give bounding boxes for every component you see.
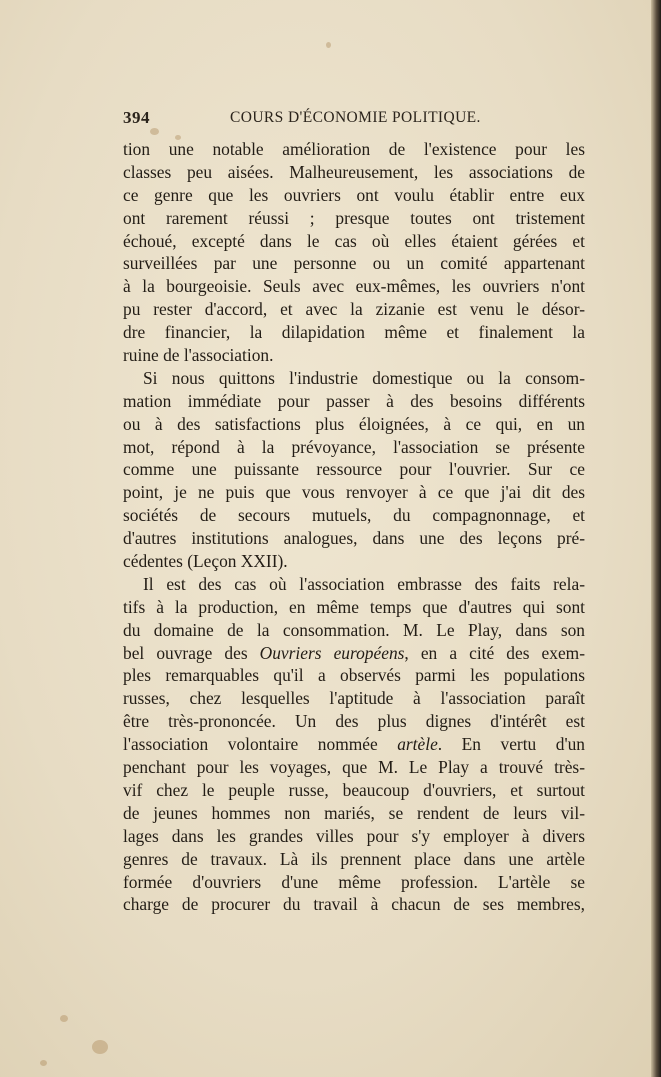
text-segment: échoué, excepté dans le cas où elles étaient gérées et xyxy=(123,230,585,251)
text-segment: ou à des satisfactions plus éloignées, à ce qui, en un xyxy=(123,413,585,434)
text-line xyxy=(123,413,585,436)
text-line xyxy=(123,527,585,550)
text-segment: dre financier, la dilapidation même et finalement la xyxy=(123,322,585,343)
text-line xyxy=(123,619,585,642)
text-segment: formée d'ouvriers d'une même profession. L'artèle se xyxy=(123,871,585,892)
text-segment: Si nous quittons l'industrie domestique ou la consom- xyxy=(143,367,585,388)
text-line xyxy=(123,230,585,253)
page-edge-shadow xyxy=(651,0,661,1077)
text-segment: charge de procurer du travail à chacun de ses membres, xyxy=(123,894,585,915)
text-segment: ples remarquables qu'il a observés parmi les populations xyxy=(123,665,585,686)
text-segment: vif chez le peuple russe, beaucoup d'ouvriers, et surtout xyxy=(123,779,585,800)
text-line xyxy=(123,275,585,298)
text-segment: russes, chez lesquelles l'aptitude à l'association paraît xyxy=(123,688,585,709)
text-line xyxy=(123,573,585,596)
running-head xyxy=(123,104,585,132)
text-line xyxy=(123,367,585,390)
text-segment: comme une puissante ressource pour l'ouvrier. Sur ce xyxy=(123,459,585,480)
text-segment: être très-prononcée. Un des plus dignes d'intérêt est xyxy=(123,711,585,732)
text-segment: lages dans les grandes villes pour s'y employer à divers xyxy=(123,825,585,846)
foxing-spot xyxy=(60,1015,68,1022)
text-line xyxy=(123,436,585,459)
text-segment: penchant pour les voyages, que M. Le Play a trouvé très- xyxy=(123,757,585,778)
text-segment: . En vertu d'un xyxy=(437,734,585,755)
text-line xyxy=(123,504,585,527)
text-segment: ont rarement réussi ; presque toutes ont tristement xyxy=(123,207,585,228)
text-segment: de jeunes hommes non mariés, se rendent de leurs vil- xyxy=(123,802,585,823)
text-segment: point, je ne puis que vous renvoyer à ce que j'ai dit des xyxy=(123,482,585,503)
text-line xyxy=(123,298,585,321)
text-segment: à la bourgeoisie. Seuls avec eux-mêmes, les ouvriers n'ont xyxy=(123,276,585,297)
text-line xyxy=(123,458,585,481)
text-line xyxy=(123,321,585,344)
text-segment: mot, répond à la prévoyance, l'association se présente xyxy=(123,436,585,457)
text-segment: pu rester d'accord, et avec la zizanie est venu le désor- xyxy=(123,299,585,320)
text-segment: cédentes (Leçon XXII). xyxy=(123,551,288,572)
text-line xyxy=(123,710,585,733)
text-line xyxy=(123,550,585,573)
text-line xyxy=(123,642,585,665)
text-segment: ce genre que les ouvriers ont voulu établir entre eux xyxy=(123,184,585,205)
italic-text: artèle xyxy=(397,734,438,755)
text-line xyxy=(123,687,585,710)
page-number: 394 xyxy=(123,108,150,127)
text-line xyxy=(123,779,585,802)
text-line xyxy=(123,184,585,207)
text-segment: l'association volontaire nommée xyxy=(123,734,398,755)
text-segment: d'autres institutions analogues, dans une des leçons pré- xyxy=(123,528,585,549)
text-line xyxy=(123,848,585,871)
text-segment: bel ouvrage des xyxy=(123,642,260,663)
text-segment: ruine de l'association. xyxy=(123,345,274,366)
text-line xyxy=(123,756,585,779)
text-line xyxy=(123,802,585,825)
italic-text: Ouvriers européens xyxy=(259,642,405,663)
text-segment: tion une notable amélioration de l'existence pour les xyxy=(123,139,585,159)
text-line xyxy=(123,390,585,413)
text-segment: sociétés de secours mutuels, du compagnonnage, et xyxy=(123,505,585,526)
text-line xyxy=(123,733,585,756)
text-line xyxy=(123,893,585,916)
text-line xyxy=(123,664,585,687)
text-segment: tifs à la production, en même temps que d'autres qui sont xyxy=(123,596,585,617)
text-line xyxy=(123,825,585,848)
text-segment: , en a cité des exem- xyxy=(404,642,585,663)
foxing-spot xyxy=(92,1040,108,1054)
text-segment: genres de travaux. Là ils prennent place dans une artèle xyxy=(123,848,585,869)
text-line xyxy=(123,161,585,184)
text-line xyxy=(123,871,585,894)
text-line xyxy=(123,481,585,504)
foxing-spot xyxy=(326,42,331,48)
text-line xyxy=(123,252,585,275)
text-line xyxy=(123,207,585,230)
foxing-spot xyxy=(40,1060,47,1066)
text-segment: surveillées par une personne ou un comité appartenant xyxy=(123,253,585,274)
text-line xyxy=(123,344,585,367)
text-segment: classes peu aisées. Malheureusement, les associations de xyxy=(123,161,585,182)
text-segment: Il est des cas où l'association embrasse des faits rela- xyxy=(143,573,585,594)
body-text xyxy=(123,138,585,916)
text-line xyxy=(123,138,585,161)
text-segment: du domaine de la consommation. M. Le Play, dans son xyxy=(123,619,585,640)
text-segment: mation immédiate pour passer à des besoins différents xyxy=(123,390,585,411)
text-line xyxy=(123,596,585,619)
running-title: COURS D'ÉCONOMIE POLITIQUE. xyxy=(230,109,481,126)
